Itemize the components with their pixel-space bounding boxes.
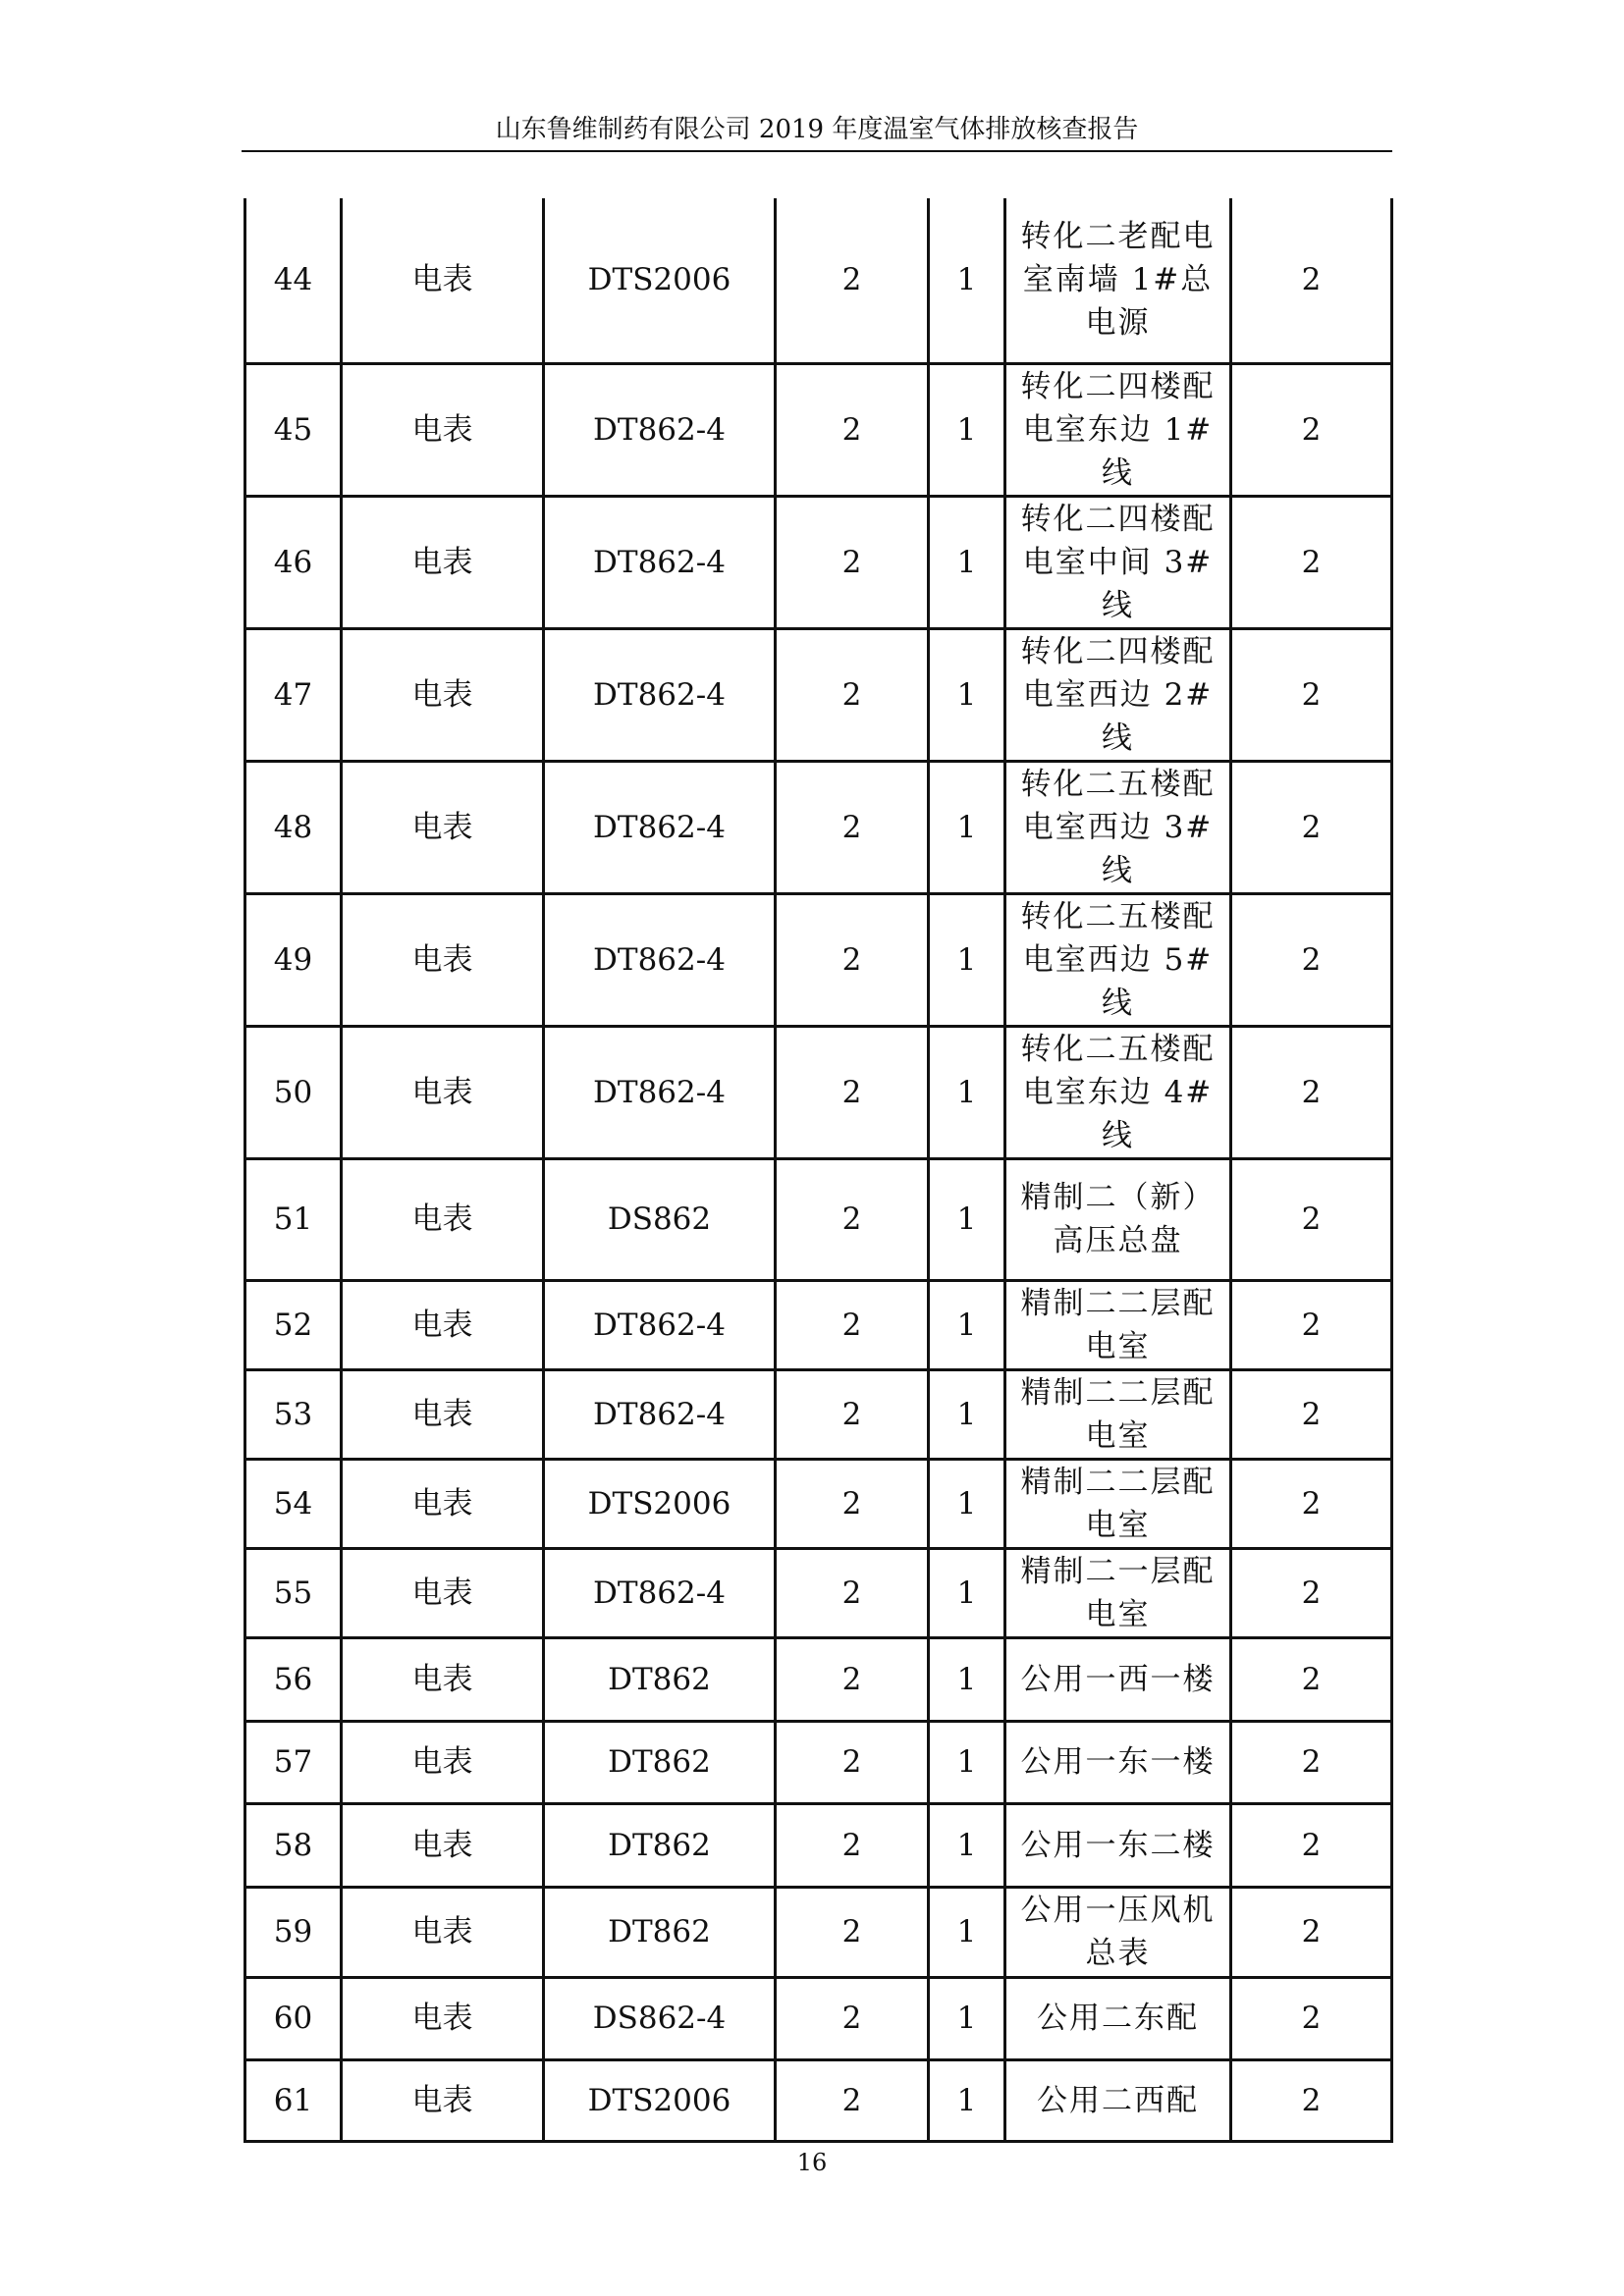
cell-col4: 2 (776, 1369, 929, 1459)
cell-number: 44 (245, 198, 342, 363)
cell-col4: 2 (776, 761, 929, 893)
cell-col5: 1 (929, 496, 1005, 628)
cell-location: 转化二老配电室南墙 1#总电源 (1005, 198, 1231, 363)
cell-number: 53 (245, 1369, 342, 1459)
cell-model: DTS2006 (544, 2059, 776, 2141)
cell-col7: 2 (1231, 1887, 1392, 1977)
cell-col7: 2 (1231, 363, 1392, 496)
cell-col7: 2 (1231, 1977, 1392, 2059)
table-row (245, 1369, 1392, 1459)
cell-instrument-name: 电表 (342, 1548, 544, 1637)
cell-col4: 2 (776, 628, 929, 761)
cell-number: 52 (245, 1280, 342, 1369)
cell-number: 56 (245, 1637, 342, 1721)
cell-location: 公用二东配 (1005, 1977, 1231, 2059)
cell-location: 转化二四楼配电室东边 1#线 (1005, 363, 1231, 496)
cell-col4: 2 (776, 363, 929, 496)
cell-number: 47 (245, 628, 342, 761)
cell-number: 57 (245, 1721, 342, 1803)
cell-number: 61 (245, 2059, 342, 2141)
cell-col4: 2 (776, 1026, 929, 1158)
cell-instrument-name: 电表 (342, 628, 544, 761)
cell-col5: 1 (929, 198, 1005, 363)
cell-number: 46 (245, 496, 342, 628)
table-row (245, 761, 1392, 893)
cell-col5: 1 (929, 1158, 1005, 1280)
cell-col5: 1 (929, 1369, 1005, 1459)
cell-col4: 2 (776, 1459, 929, 1548)
cell-location: 精制二二层配电室 (1005, 1459, 1231, 1548)
cell-location: 精制二二层配电室 (1005, 1369, 1231, 1459)
table-row (245, 1721, 1392, 1803)
table-row (245, 1887, 1392, 1977)
table-row (245, 893, 1392, 1026)
cell-col7: 2 (1231, 1548, 1392, 1637)
cell-location: 转化二四楼配电室西边 2#线 (1005, 628, 1231, 761)
cell-instrument-name: 电表 (342, 1721, 544, 1803)
cell-instrument-name: 电表 (342, 1369, 544, 1459)
cell-instrument-name: 电表 (342, 893, 544, 1026)
cell-col7: 2 (1231, 893, 1392, 1026)
cell-model: DT862-4 (544, 1369, 776, 1459)
cell-col7: 2 (1231, 1803, 1392, 1887)
cell-model: DS862-4 (544, 1977, 776, 2059)
cell-model: DT862-4 (544, 496, 776, 628)
cell-number: 54 (245, 1459, 342, 1548)
cell-col7: 2 (1231, 1721, 1392, 1803)
cell-col5: 1 (929, 1637, 1005, 1721)
table-row (245, 1803, 1392, 1887)
table-row (245, 1459, 1392, 1548)
cell-col4: 2 (776, 1158, 929, 1280)
cell-model: DT862 (544, 1803, 776, 1887)
cell-col7: 2 (1231, 1158, 1392, 1280)
cell-col4: 2 (776, 1977, 929, 2059)
table-row (245, 496, 1392, 628)
cell-col4: 2 (776, 198, 929, 363)
cell-col4: 2 (776, 1280, 929, 1369)
cell-model: DTS2006 (544, 1459, 776, 1548)
cell-col5: 1 (929, 1548, 1005, 1637)
cell-model: DT862 (544, 1721, 776, 1803)
cell-col4: 2 (776, 496, 929, 628)
cell-instrument-name: 电表 (342, 1803, 544, 1887)
cell-col4: 2 (776, 1887, 929, 1977)
cell-col7: 2 (1231, 1637, 1392, 1721)
cell-col5: 1 (929, 1977, 1005, 2059)
cell-number: 58 (245, 1803, 342, 1887)
cell-col7: 2 (1231, 198, 1392, 363)
cell-col4: 2 (776, 1721, 929, 1803)
cell-col5: 1 (929, 363, 1005, 496)
cell-instrument-name: 电表 (342, 496, 544, 628)
cell-col4: 2 (776, 2059, 929, 2141)
cell-col5: 1 (929, 1887, 1005, 1977)
table-row (245, 1637, 1392, 1721)
page-header-title: 山东鲁维制药有限公司 2019 年度温室气体排放核查报告 (495, 115, 1139, 144)
cell-number: 60 (245, 1977, 342, 2059)
table-row (245, 1158, 1392, 1280)
cell-instrument-name: 电表 (342, 761, 544, 893)
cell-model: DT862-4 (544, 761, 776, 893)
cell-col5: 1 (929, 1803, 1005, 1887)
table-row (245, 1026, 1392, 1158)
cell-location: 转化二五楼配电室西边 3#线 (1005, 761, 1231, 893)
table-row (245, 363, 1392, 496)
cell-model: DT862 (544, 1637, 776, 1721)
cell-col7: 2 (1231, 1026, 1392, 1158)
cell-number: 45 (245, 363, 342, 496)
cell-model: DTS2006 (544, 198, 776, 363)
table-row (245, 1280, 1392, 1369)
cell-col4: 2 (776, 1548, 929, 1637)
cell-col4: 2 (776, 1803, 929, 1887)
cell-instrument-name: 电表 (342, 1637, 544, 1721)
cell-instrument-name: 电表 (342, 1026, 544, 1158)
cell-location: 转化二五楼配电室东边 4#线 (1005, 1026, 1231, 1158)
cell-number: 55 (245, 1548, 342, 1637)
cell-number: 50 (245, 1026, 342, 1158)
cell-number: 59 (245, 1887, 342, 1977)
table-row (245, 1977, 1392, 2059)
cell-col7: 2 (1231, 1280, 1392, 1369)
table-row (245, 1548, 1392, 1637)
cell-instrument-name: 电表 (342, 1887, 544, 1977)
cell-model: DT862-4 (544, 893, 776, 1026)
cell-location: 公用一西一楼 (1005, 1637, 1231, 1721)
cell-location: 公用一东二楼 (1005, 1803, 1231, 1887)
table-row (245, 2059, 1392, 2141)
cell-location: 公用一压风机总表 (1005, 1887, 1231, 1977)
cell-location: 转化二五楼配电室西边 5#线 (1005, 893, 1231, 1026)
cell-location: 精制二二层配电室 (1005, 1280, 1231, 1369)
cell-instrument-name: 电表 (342, 2059, 544, 2141)
cell-instrument-name: 电表 (342, 1977, 544, 2059)
meter-table-body (245, 198, 1392, 2141)
meter-table (244, 198, 1393, 2143)
cell-col7: 2 (1231, 628, 1392, 761)
cell-col5: 1 (929, 628, 1005, 761)
cell-instrument-name: 电表 (342, 1158, 544, 1280)
cell-col5: 1 (929, 761, 1005, 893)
cell-col5: 1 (929, 1459, 1005, 1548)
cell-number: 49 (245, 893, 342, 1026)
cell-model: DT862-4 (544, 1280, 776, 1369)
cell-number: 48 (245, 761, 342, 893)
cell-col7: 2 (1231, 1459, 1392, 1548)
cell-col7: 2 (1231, 496, 1392, 628)
cell-location: 公用一东一楼 (1005, 1721, 1231, 1803)
cell-col5: 1 (929, 1721, 1005, 1803)
table-row (245, 198, 1392, 363)
cell-instrument-name: 电表 (342, 1459, 544, 1548)
cell-col5: 1 (929, 1026, 1005, 1158)
cell-col7: 2 (1231, 761, 1392, 893)
page-number: 16 (796, 2149, 828, 2176)
cell-col5: 1 (929, 2059, 1005, 2141)
cell-model: DT862-4 (544, 363, 776, 496)
cell-instrument-name: 电表 (342, 363, 544, 496)
cell-model: DT862 (544, 1887, 776, 1977)
cell-col4: 2 (776, 1637, 929, 1721)
cell-model: DT862-4 (544, 1026, 776, 1158)
cell-model: DS862 (544, 1158, 776, 1280)
cell-instrument-name: 电表 (342, 1280, 544, 1369)
header-divider (242, 150, 1392, 152)
cell-instrument-name: 电表 (342, 198, 544, 363)
cell-col5: 1 (929, 1280, 1005, 1369)
cell-col5: 1 (929, 893, 1005, 1026)
cell-model: DT862-4 (544, 628, 776, 761)
cell-model: DT862-4 (544, 1548, 776, 1637)
cell-col7: 2 (1231, 1369, 1392, 1459)
cell-location: 精制二一层配电室 (1005, 1548, 1231, 1637)
cell-location: 转化二四楼配电室中间 3#线 (1005, 496, 1231, 628)
table-row (245, 628, 1392, 761)
cell-location: 精制二（新）高压总盘 (1005, 1158, 1231, 1280)
cell-location: 公用二西配 (1005, 2059, 1231, 2141)
cell-col7: 2 (1231, 2059, 1392, 2141)
cell-number: 51 (245, 1158, 342, 1280)
cell-col4: 2 (776, 893, 929, 1026)
